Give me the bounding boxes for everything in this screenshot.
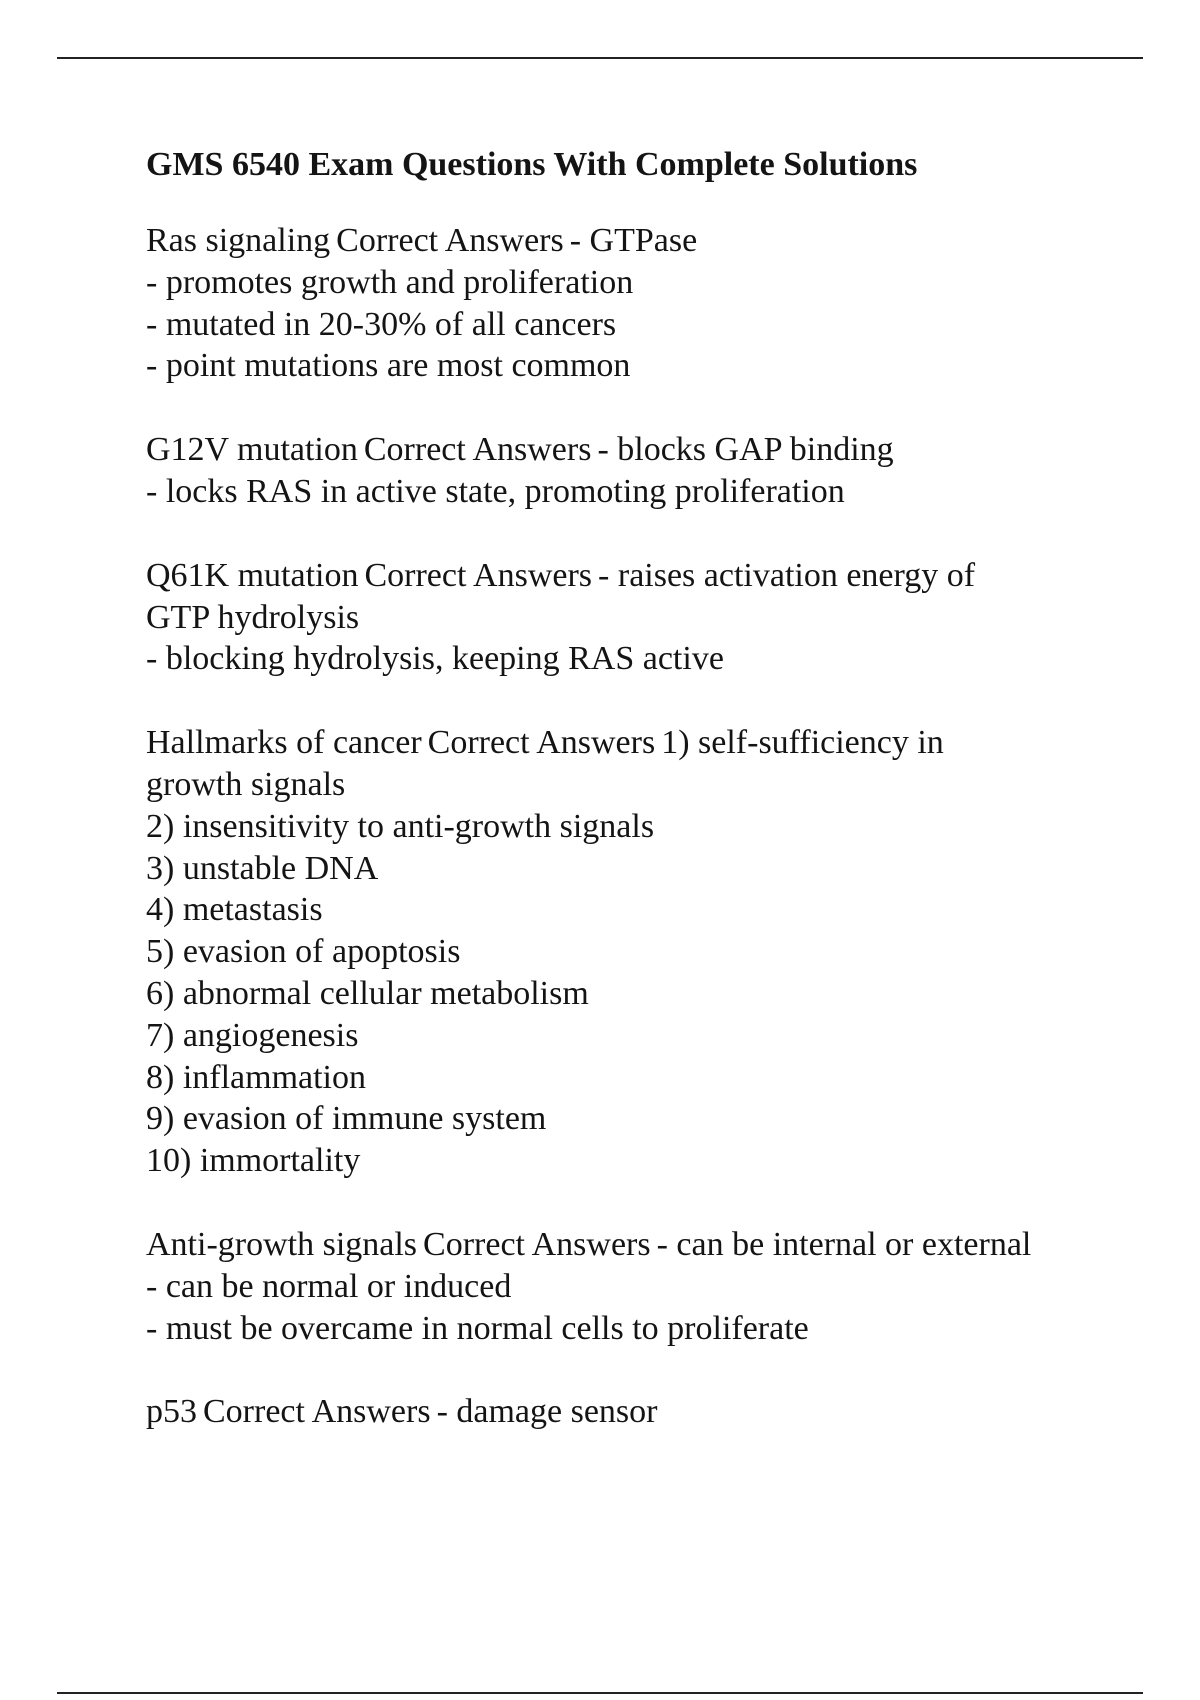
qa-entry [146,1224,1106,1349]
answer-line: 2) insensitivity to anti-growth signals [146,807,655,845]
qa-first-line [146,1391,1106,1433]
answer-line: 7) angiogenesis [146,1016,359,1054]
qa-first-line [146,429,1106,471]
qa-first-line [146,220,1106,262]
answer-label: Correct Answers [363,431,592,469]
question-term: G12V mutation [146,431,358,469]
answer-line: 10) immortality [146,1142,361,1180]
answer-label: Correct Answers [427,724,656,762]
qa-first-line [146,1224,1106,1266]
qa-first-line [146,722,1106,764]
answer-label: Correct Answers [364,556,593,594]
answer-line: - must be overcame in normal cells to proliferate [146,1309,809,1347]
answer-line: 3) unstable DNA [146,849,379,887]
bottom-divider [57,1692,1143,1694]
answer-line: - point mutations are most common [146,347,631,385]
answer-label: Correct Answers [203,1393,431,1431]
qa-entry [146,220,1106,387]
document-title: GMS 6540 Exam Questions With Complete Solutions [146,146,918,183]
question-term: Ras signaling [146,222,331,259]
answer-line: growth signals [146,765,346,803]
answer-text: - can be internal or external [656,1225,1032,1263]
question-term: Q61K mutation [146,556,359,594]
question-term: Hallmarks of cancer [146,724,422,762]
answer-line: 4) metastasis [146,891,323,929]
question-term: p53 [146,1393,197,1431]
answer-line: 8) inflammation [146,1058,367,1096]
top-divider [57,57,1143,59]
qa-entry [146,722,1106,1182]
answer-label: Correct Answers [336,222,564,259]
answer-line: - promotes growth and proliferation [146,263,634,301]
qa-entry [146,555,1106,680]
answer-text: - blocks GAP binding [597,431,894,469]
document-body [146,143,1106,1475]
qa-entry [146,429,1106,513]
answer-text: - GTPase [569,222,698,259]
answer-line: - blocking hydrolysis, keeping RAS active [146,640,724,678]
answer-line: 5) evasion of apoptosis [146,933,461,971]
answer-line: - can be normal or induced [146,1267,512,1305]
answer-text: - raises activation energy of [598,556,976,594]
answer-line: - mutated in 20-30% of all cancers [146,305,617,343]
qa-entry [146,1391,1106,1433]
answer-line: 6) abnormal cellular metabolism [146,974,589,1012]
answer-line: GTP hydrolysis [146,598,360,636]
answer-text: - damage sensor [436,1393,658,1431]
answer-label: Correct Answers [423,1225,651,1263]
answer-text: 1) self-sufficiency in [661,724,944,762]
answer-line: - locks RAS in active state, promoting proliferation [146,472,845,510]
question-term: Anti-growth signals [146,1225,418,1263]
qa-first-line [146,555,1106,597]
answer-line: 9) evasion of immune system [146,1100,547,1138]
